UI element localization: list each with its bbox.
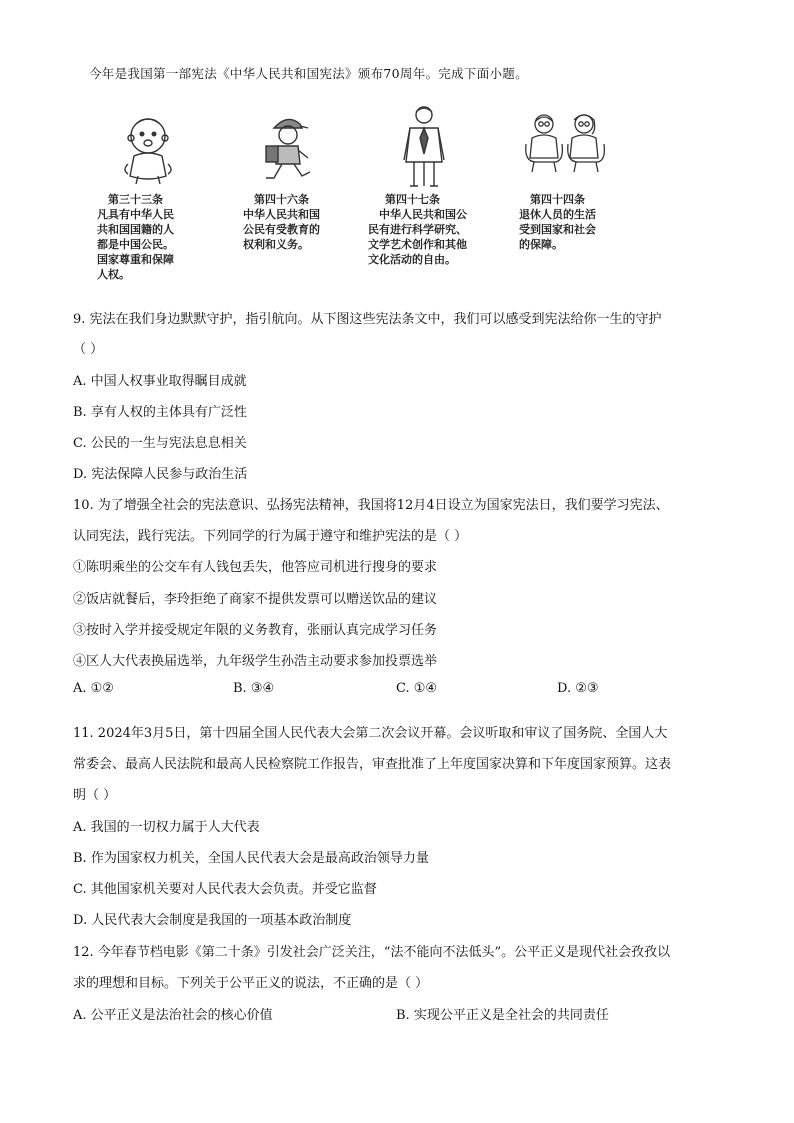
q10-stem: 认同宪法，践行宪法。下列同学的行为属于遵守和维护宪法的是（ ） bbox=[73, 529, 468, 544]
q12-option-b[interactable]: B. 实现公平正义是全社会的共同责任 bbox=[396, 1008, 609, 1023]
q10-stem: 10. 为了增强全社会的宪法意识、弘扬宪法精神，我国将12月4日设立为国家宪法日，我们要学习宪法、 bbox=[73, 498, 669, 513]
student-illustration bbox=[256, 112, 320, 186]
q10-item-1: ①陈明乘坐的公交车有人钱包丢失，他答应司机进行搜身的要求 bbox=[73, 560, 438, 575]
elderly-couple-illustration bbox=[520, 110, 610, 176]
q10-option-a[interactable]: A. ①② bbox=[73, 681, 114, 696]
q10-item-2: ②饭店就餐后，李玲拒绝了商家不提供发票可以赠送饮品的建议 bbox=[73, 592, 438, 607]
article-47 bbox=[368, 192, 467, 267]
scholar-illustration bbox=[398, 104, 450, 188]
q9-option-b[interactable]: B. 享有人权的主体具有广泛性 bbox=[73, 405, 247, 420]
article-line: 共和国国籍的人 bbox=[97, 223, 174, 236]
q11-stem: 常委会、最高人民法院和最高人民检察院工作报告，审查批准了上年度国家决算和下年度国家预算。这表 bbox=[73, 757, 672, 772]
article-line: 受到国家和社会 bbox=[519, 223, 596, 236]
q12-stem: 12. 今年春节档电影《第二十条》引发社会广泛关注，“法不能向不法低头”。公平正义是现代社会孜孜以 bbox=[73, 945, 671, 960]
q9-option-c[interactable]: C. 公民的一生与宪法息息相关 bbox=[73, 436, 247, 451]
article-line: 中华人民共和国公 bbox=[379, 208, 467, 221]
q11-option-b[interactable]: B. 作为国家权力机关，全国人民代表大会是最高政治领导力量 bbox=[73, 851, 429, 866]
article-line: 权利和义务。 bbox=[243, 238, 309, 251]
q10-option-b[interactable]: B. ③④ bbox=[233, 681, 275, 696]
q12-option-a[interactable]: A. 公平正义是法治社会的核心价值 bbox=[73, 1008, 273, 1023]
article-33 bbox=[97, 192, 174, 282]
article-line: 文化活动的自由。 bbox=[368, 253, 456, 266]
q10-option-c[interactable]: C. ①④ bbox=[396, 681, 438, 696]
article-title: 第四十四条 bbox=[530, 193, 585, 206]
article-title: 第四十七条 bbox=[385, 193, 440, 206]
q10-item-3: ③按时入学并接受规定年限的义务教育，张丽认真完成学习任务 bbox=[73, 623, 438, 638]
q11-option-d[interactable]: D. 人民代表大会制度是我国的一项基本政治制度 bbox=[73, 913, 352, 928]
q11-option-c[interactable]: C. 其他国家机关要对人民代表大会负责。并受它监督 bbox=[73, 882, 377, 897]
article-title: 第三十三条 bbox=[108, 193, 163, 206]
q12-stem: 求的理想和目标。下列关于公平正义的说法，不正确的是（ ） bbox=[73, 976, 429, 991]
q11-stem: 11. 2024年3月5日，第十四届全国人民代表大会第二次会议开幕。会议听取和审议了国务院、全国人大 bbox=[73, 726, 668, 741]
q11-stem: 明（ ） bbox=[73, 788, 117, 803]
article-line: 的保障。 bbox=[519, 238, 563, 251]
q9-stem-bracket: （ ） bbox=[73, 342, 104, 357]
q9-option-d[interactable]: D. 宪法保障人民参与政治生活 bbox=[73, 467, 248, 482]
baby-illustration bbox=[118, 112, 182, 186]
article-line: 人权。 bbox=[97, 268, 130, 281]
intro-text: 今年是我国第一部宪法《中华人民共和国宪法》颁布70周年。完成下面小题。 bbox=[89, 66, 528, 81]
article-title: 第四十六条 bbox=[254, 193, 309, 206]
q9-option-a[interactable]: A. 中国人权事业取得瞩目成就 bbox=[73, 374, 247, 389]
article-line: 凡具有中华人民 bbox=[97, 208, 174, 221]
article-line: 民有进行科学研究、 bbox=[368, 223, 467, 236]
article-46 bbox=[243, 192, 320, 252]
article-line: 中华人民共和国 bbox=[243, 208, 320, 221]
article-line: 文学艺术创作和其他 bbox=[368, 238, 467, 251]
q11-option-a[interactable]: A. 我国的一切权力属于人大代表 bbox=[73, 820, 260, 835]
article-line: 都是中国公民。 bbox=[97, 238, 174, 251]
article-line: 退休人员的生活 bbox=[519, 208, 596, 221]
q10-item-4: ④区人大代表换届选举，九年级学生孙浩主动要求参加投票选举 bbox=[73, 654, 438, 669]
article-line: 公民有受教育的 bbox=[243, 223, 320, 236]
q10-option-d[interactable]: D. ②③ bbox=[557, 681, 599, 696]
article-line: 国家尊重和保障 bbox=[97, 253, 174, 266]
q9-stem: 9. 宪法在我们身边默默守护，指引航向。从下图这些宪法条文中，我们可以感受到宪法给你一生的守护 bbox=[73, 312, 662, 327]
article-44 bbox=[519, 192, 596, 252]
